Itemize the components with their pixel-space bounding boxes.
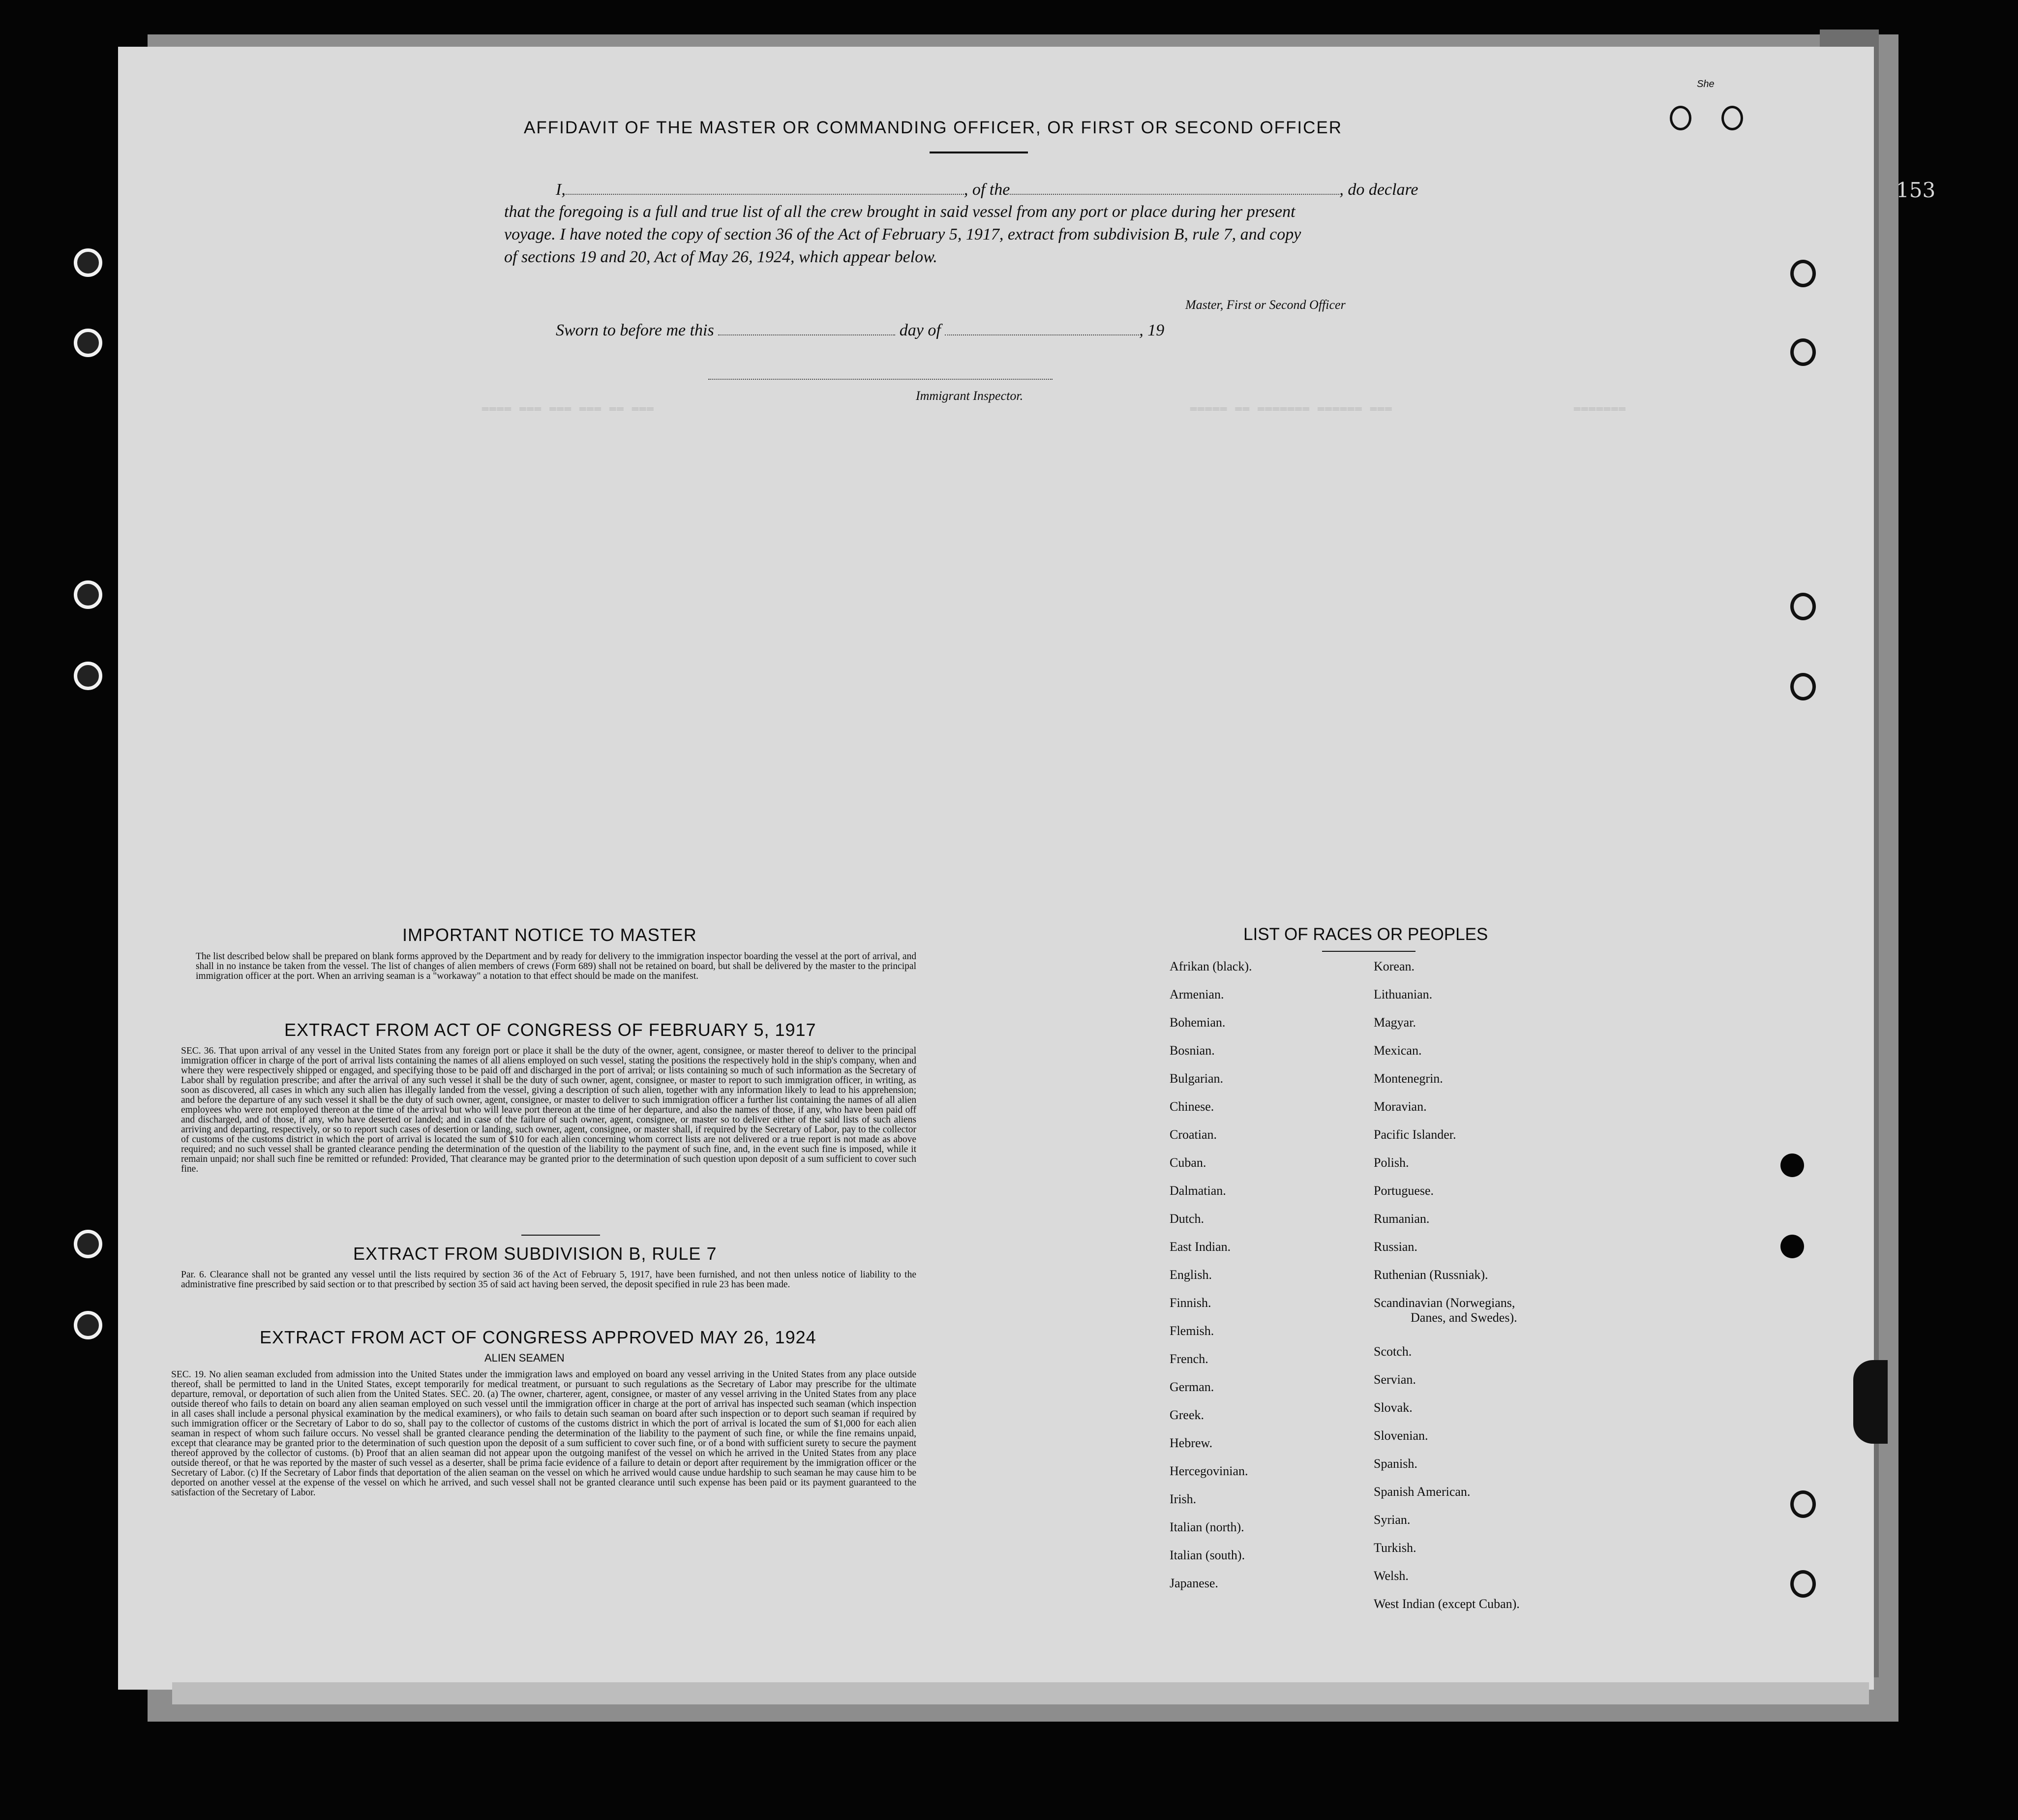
race-item: Dalmatian.: [1170, 1183, 1226, 1198]
notice-title: IMPORTANT NOTICE TO MASTER: [402, 925, 697, 945]
corner-mark: She: [1697, 79, 1715, 90]
binder-hole-icon: [1790, 673, 1816, 700]
race-item: Italian (north).: [1170, 1520, 1244, 1534]
binder-hole-icon: [74, 248, 102, 277]
vessel-field[interactable]: [1010, 180, 1339, 195]
race-item: Syrian.: [1374, 1513, 1411, 1527]
race-item: Polish.: [1374, 1155, 1409, 1170]
extract-1924-title: EXTRACT FROM ACT OF CONGRESS APPROVED MAY 26, 1924: [260, 1327, 816, 1347]
race-item: Spanish.: [1374, 1456, 1417, 1471]
binder-hole-icon: [1790, 260, 1816, 287]
binder-hole-icon: [1790, 593, 1816, 620]
punch-dot-icon: [1780, 1153, 1804, 1177]
race-item: Flemish.: [1170, 1324, 1214, 1338]
race-item: Italian (south).: [1170, 1548, 1245, 1562]
race-item: Montenegrin.: [1374, 1071, 1443, 1086]
page-bottom-strip: [172, 1682, 1869, 1704]
bleed-through: ════ ═══ ═══ ═══ ══ ═══: [482, 403, 655, 416]
race-item: Servian.: [1374, 1372, 1416, 1387]
bleed-through: ═══════: [1574, 403, 1626, 416]
race-item: Chinese.: [1170, 1099, 1214, 1114]
race-item: Danes, and Swedes).: [1411, 1310, 1517, 1325]
name-field[interactable]: [566, 180, 964, 195]
notice-text: The list described below shall be prepared on blank forms approved by the Department and by ready for delivery to the immigration inspector boarding the vessel at the port of arrival, and shall in no instance be taken from the vessel. The list of changes of alien members of crews (Form 689) shall not be retained on board, but shall be delivered by the master to the principal immigration officer at the port. When an arriving seaman is a "workaway" a notation to that effect should be made on the manifest.: [196, 951, 916, 981]
binder-hole-icon: [74, 1311, 102, 1339]
race-item: Greek.: [1170, 1408, 1205, 1422]
binder-hole-icon: [1790, 338, 1816, 366]
binder-hole-icon: [1790, 1570, 1816, 1598]
race-item: Hebrew.: [1170, 1436, 1213, 1450]
declaration-of-the: , of the: [964, 181, 1010, 199]
race-item: English.: [1170, 1268, 1212, 1282]
corner-circle-icon: [1670, 106, 1691, 130]
declaration-do-declare: , do declare: [1339, 181, 1418, 199]
sworn-day-field[interactable]: [718, 321, 895, 335]
race-item: Croatian.: [1170, 1127, 1217, 1142]
race-item: Irish.: [1170, 1492, 1197, 1506]
extract-rule7-text: Par. 6. Clearance shall not be granted any vessel until the lists required by section 36 of the Act of February 5, 1917, have been furnished, and not then unless notice of liability to the administrative fine prescribed by said section or to that prescribed by section 35 of said act having been served, the deposit specified in rule 23 has been made.: [181, 1270, 916, 1290]
officer-caption: Master, First or Second Officer: [1185, 298, 1346, 312]
sworn-text: Sworn to before me this: [556, 321, 714, 339]
extract-1917-text: SEC. 36. That upon arrival of any vessel in the United States from any foreign port or place it shall be the duty of the owner, agent, consignee, or master thereof to deliver to the principal immigration officer in charge of the port of arrival lists containing the names of all aliens employed on such vessel, stating the positions the respectively hold in the ship's company, when and where they were respectively shipped or engaged, and specifying those to be paid off and discharged in the port of arrival; or lists containing so much of such information as the Secretary of Labor shall by regulation prescribe; and after the arrival of any such vessel it shall be the duty of such owner, agent, consignee, or master to report to such immigration officer, in writing, as soon as discovered, all cases in which any such alien has illegally landed from the vessel, giving a description of such alien, together with any information likely to lead to his apprehension; and before the departure of any such vessel it shall be the duty of such owner, agent, consignee, or master to deliver to such immigration officer a further list containing the names of all alien employees who were not employed thereon at the time of the arrival but who will leave port thereon at the time of her departure, and also the names of those, if any, who have been paid off and discharged, and of those, if any, who have deserted or landed; and in case of the failure of such owner, agent, consignee, or master so to deliver either of the said lists of such aliens arriving and departing, respectively, or so to report such cases of desertion or landing, such owner, agent, consignee, or master shall, if required by the Secretary of Labor, pay to the collector of customs of the customs district in which the port of arrival is located the sum of $10 for each alien concerning whom correct lists are not delivered or a true report is not made as above required; and no such vessel shall be granted clearance pending the determination of the question of the liability to the payment of such fine, and, in the event such fine is imposed, while it remain unpaid; nor shall such fine be remitted or refunded: Provided, That clearance may be granted prior to the determination of such question upon deposit of a sum sufficient to cover such fine.: [181, 1046, 916, 1174]
declaration-i: I,: [556, 181, 566, 199]
race-item: Welsh.: [1374, 1569, 1409, 1583]
race-item: Mexican.: [1374, 1043, 1422, 1058]
affidavit-title: AFFIDAVIT OF THE MASTER OR COMMANDING OFFICER, OR FIRST OR SECOND OFFICER: [524, 118, 1343, 137]
race-item: French.: [1170, 1352, 1208, 1366]
sworn-month-field[interactable]: [945, 321, 1139, 335]
section-divider: [521, 1235, 600, 1236]
binder-hole-icon: [1790, 1490, 1816, 1518]
race-item: Spanish American.: [1374, 1485, 1471, 1499]
race-item: Cuban.: [1170, 1155, 1206, 1170]
race-item: Lithuanian.: [1374, 987, 1433, 1001]
race-item: Bulgarian.: [1170, 1071, 1224, 1086]
bleed-through: ═════ ══ ═══════ ══════ ═══: [1190, 403, 1393, 416]
stamp-mark-icon: [1853, 1360, 1888, 1444]
race-item: Armenian.: [1170, 987, 1224, 1001]
extract-1917-title: EXTRACT FROM ACT OF CONGRESS OF FEBRUARY 5, 1917: [284, 1020, 816, 1040]
race-item: East Indian.: [1170, 1240, 1231, 1254]
race-item: Korean.: [1374, 959, 1415, 973]
page-number: 153: [1896, 178, 1936, 202]
race-item: Slovenian.: [1374, 1428, 1428, 1443]
extract-1924-subtitle: ALIEN SEAMEN: [484, 1352, 565, 1364]
race-item: Portuguese.: [1374, 1183, 1434, 1198]
race-item: Dutch.: [1170, 1212, 1205, 1226]
declaration-line-2: that the foregoing is a full and true list of all the crew brought in said vessel from any port or place during her present: [504, 203, 1295, 221]
declaration-line-4: of sections 19 and 20, Act of May 26, 1924, which appear below.: [504, 248, 937, 266]
inspector-caption: Immigrant Inspector.: [916, 389, 1024, 403]
binder-hole-icon: [74, 662, 102, 690]
corner-circle-icon: [1721, 106, 1743, 130]
race-item: Bosnian.: [1170, 1043, 1215, 1058]
race-item: Turkish.: [1374, 1541, 1416, 1555]
race-item: Finnish.: [1170, 1296, 1211, 1310]
race-item: Ruthenian (Russniak).: [1374, 1268, 1488, 1282]
declaration-line-1: [556, 180, 1418, 199]
title-rule: [930, 152, 1028, 153]
race-item: Russian.: [1374, 1240, 1417, 1254]
race-item: Magyar.: [1374, 1015, 1416, 1030]
race-item: German.: [1170, 1380, 1214, 1394]
race-item: Scandinavian (Norwegians,: [1374, 1296, 1515, 1310]
binder-hole-icon: [74, 1230, 102, 1258]
binder-hole-icon: [74, 329, 102, 357]
race-item: Slovak.: [1374, 1400, 1413, 1415]
race-item: Hercegovinian.: [1170, 1464, 1248, 1478]
race-item: Pacific Islander.: [1374, 1127, 1456, 1142]
extract-1924-text: SEC. 19. No alien seaman excluded from admission into the United States under the immigration laws and employed on board any vessel arriving in the United States from any place outside thereof, shall be permitted to land in the United States, except temporarily for medical treatment, or pursuant to such regulations as the Secretary of Labor may prescribe for the ultimate departure, removal, or deportation of such alien from the United States. SEC. 20. (a) The owner, charterer, agent, consignee, or master of any vessel arriving in the United States from any place outside thereof who fails to detain on board any alien seaman employed on such vessel until the immigration officer in charge at the port of arrival has inspected such seaman (which inspection in all cases shall include a personal physical examination by the medical examiners), or who fails to detain such seaman on board after such inspection or to deport such seaman if required by such immigration officer or the Secretary of Labor to do so, shall pay to the collector of customs of the customs district in which the port of arrival is located the sum of $1,000 for each alien seaman in respect of whom such failure occurs. No vessel shall be granted clearance pending the determination of the liability to the payment of such fine, or while the fine remains unpaid, except that clearance may be granted prior to the determination of such question upon the deposit of a sum sufficient to cover such fine, or of a bond with sufficient surety to secure the payment thereof approved by the collector of customs. (b) Proof that an alien seaman did not appear upon the outgoing manifest of the vessel on which he arrived in the United States from any place outside thereof, or that he was reported by the master of such vessel as a deserter, shall be prima facie evidence of a failure to detain or deport after requirement by the immigration officer or the Secretary of Labor. (c) If the Secretary of Labor finds that deportation of the alien seaman on the vessel on which he arrived would cause undue hardship to such seaman he may cause him to be deported on another vessel at the expense of the vessel on which he arrived, and such vessel shall not be granted clearance until such expense has been paid or its payment guaranteed to the satisfaction of the Secretary of Labor.: [171, 1369, 916, 1498]
race-item: Scotch.: [1374, 1344, 1412, 1359]
race-item: Moravian.: [1374, 1099, 1427, 1114]
races-title-rule: [1322, 951, 1416, 952]
race-item: Japanese.: [1170, 1576, 1218, 1590]
inspector-signature-line: [708, 379, 1053, 380]
punch-dot-icon: [1780, 1235, 1804, 1258]
year-text: , 19: [1139, 321, 1165, 339]
race-item: Rumanian.: [1374, 1212, 1430, 1226]
race-item: West Indian (except Cuban).: [1374, 1597, 1520, 1611]
race-item: Afrikan (black).: [1170, 959, 1252, 973]
extract-rule7-title: EXTRACT FROM SUBDIVISION B, RULE 7: [353, 1244, 717, 1264]
sworn-line: [556, 321, 1164, 340]
binder-hole-icon: [74, 580, 102, 609]
races-title: LIST OF RACES OR PEOPLES: [1243, 925, 1488, 944]
race-item: Bohemian.: [1170, 1015, 1226, 1030]
day-of-text: day of: [899, 321, 941, 339]
declaration-line-3: voyage. I have noted the copy of section 36 of the Act of February 5, 1917, extract from subdivision B, rule 7, and copy: [504, 225, 1301, 243]
